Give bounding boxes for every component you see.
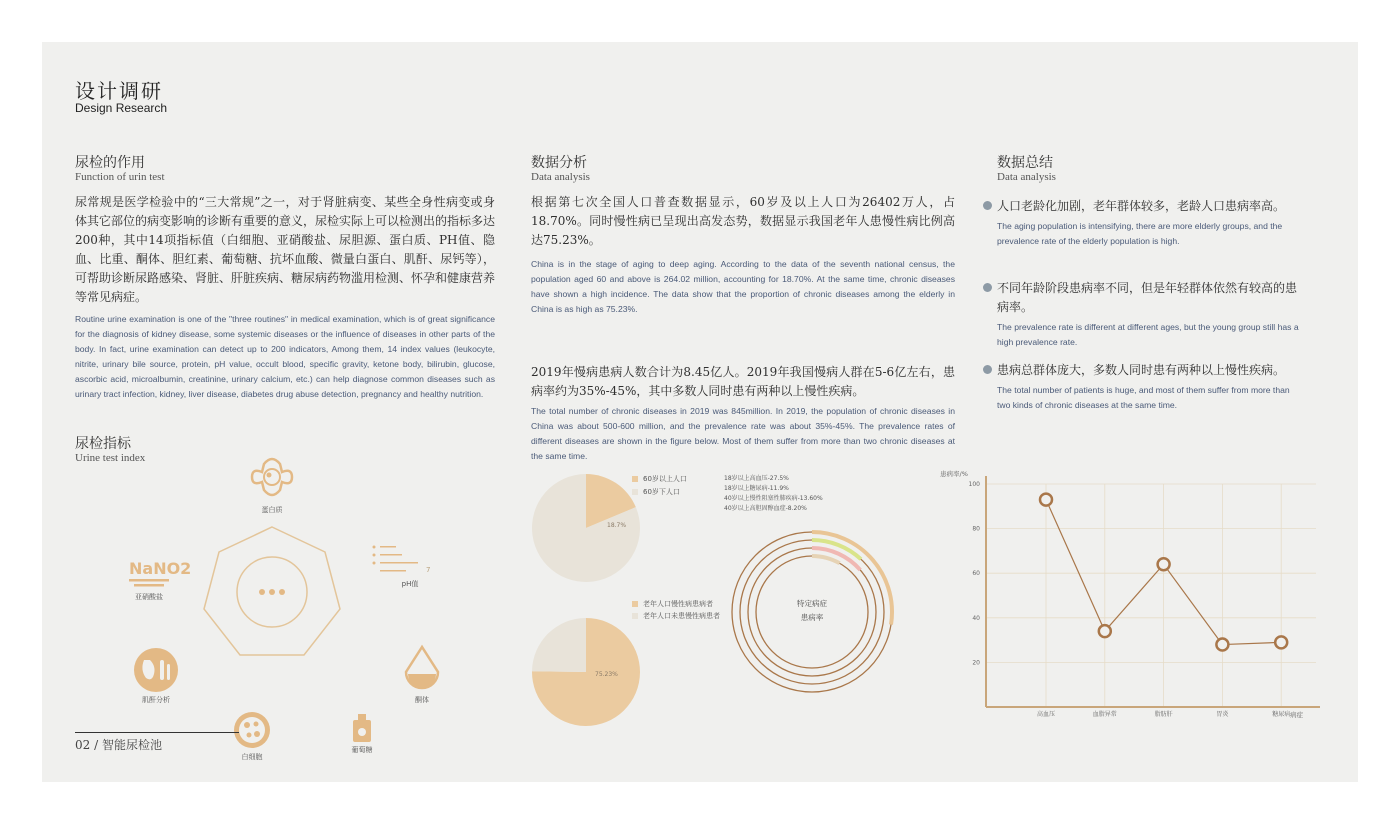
radial-arc-3 <box>812 556 840 563</box>
section-title-summary: 数据总结 <box>997 155 1053 171</box>
y-tick-label: 40 <box>972 614 980 622</box>
ph-label: pH值 <box>401 580 419 588</box>
project-name: 智能尿检池 <box>101 738 162 752</box>
bullet-icon <box>983 365 992 374</box>
section-title-index: 尿检指标 <box>75 436 131 452</box>
dot-icon <box>259 589 265 595</box>
line-point <box>1040 494 1052 506</box>
urine-index-diagram <box>122 452 442 761</box>
page-title: 设计调研 <box>75 79 163 103</box>
radial-center-label-2: 患病率 <box>800 613 824 622</box>
nano2-icon: NaNO2 <box>129 559 192 578</box>
section-subtitle-summary: Data analysis <box>997 171 1056 183</box>
summary-item-cn: 不同年龄阶段患病率不同，但是年轻群体依然有较高的患病率。 <box>997 281 1298 314</box>
y-tick-label: 60 <box>972 570 980 578</box>
y-tick-label: 100 <box>968 481 980 488</box>
pie1-legend-1: 60岁以上人口 <box>643 475 687 483</box>
glucose-label: 葡萄糖 <box>351 746 373 754</box>
section-subtitle-analysis: Data analysis <box>531 171 590 183</box>
ketone-label: 酮体 <box>415 696 429 704</box>
pie1-legend-2: 60岁下人口 <box>643 488 680 496</box>
legend-swatch <box>632 601 638 607</box>
summary-item-en: The total number of patients is huge, and most of them suffer from more than two kinds of chronic diseases at the same time. <box>997 385 1290 410</box>
footer-rule <box>75 732 239 733</box>
radial-chart-prevalence <box>720 522 890 692</box>
legend-swatch <box>632 476 638 482</box>
radial-arc-0 <box>812 532 892 625</box>
radial-legend-1: 18岁以上高血压-27.5% <box>724 475 789 482</box>
creatinine-icon <box>134 648 178 692</box>
x-tick-label: 高血压 <box>1036 711 1056 718</box>
x-tick-label: 血脂异常 <box>1092 711 1117 718</box>
pie-slice-1 <box>532 618 586 672</box>
x-axis-label: 病症 <box>1290 711 1303 719</box>
y-tick-label: 80 <box>972 525 980 533</box>
x-tick-label: 脂肪肝 <box>1154 711 1173 718</box>
summary-item <box>983 279 1305 350</box>
footer: 02 / 智能尿检池 <box>75 738 162 752</box>
page-number: 02 <box>75 738 91 752</box>
summary-item-en: The prevalence rate is different at different ages, but the young group still has a high prevalence rate. <box>997 322 1299 347</box>
radial-ring-3 <box>756 556 868 668</box>
analysis-paragraph1-cn: 根据第七次全国人口普查数据显示，60岁及以上人口为26402万人，占18.70%。同时慢性病已呈现出高发态势，数据显示我国老年人患慢性病比例高达75.23%。 <box>531 195 955 247</box>
glucose-icon <box>353 714 371 742</box>
summary-item-cn: 人口老龄化加剧，老年群体较多，老龄人口患病率高。 <box>997 199 1286 213</box>
x-tick-label: 胃炎 <box>1216 711 1229 718</box>
bullet-icon <box>983 201 992 210</box>
protein-icon <box>252 459 292 495</box>
document-page <box>42 42 1358 782</box>
leukocyte-label: 白细胞 <box>241 753 263 761</box>
line-point <box>1158 558 1170 570</box>
pie2-value-label: 75.23% <box>595 671 618 678</box>
section-title-function: 尿检的作用 <box>75 155 145 171</box>
line-point <box>1099 625 1111 637</box>
pie1-legend <box>632 474 687 497</box>
nitrite-label: 亚硝酸盐 <box>135 593 163 601</box>
radial-legend-3: 40岁以上慢性阻塞性肺疾病-13.60% <box>724 495 823 502</box>
creatinine-label: 肌酐分析 <box>142 696 170 704</box>
analysis-paragraph2-cn: 2019年慢病患病人数合计为8.45亿人。2019年我国慢病人群在5-6亿左右，患病率约为35%-45%，其中多数人同时患有两种以上慢性疾病。 <box>531 365 955 398</box>
summary-item <box>983 197 1305 249</box>
function-paragraph-en: Routine urine examination is one of the "three routines" in medical examination, which is of great significance for the diagnosis of kidney disease, some systemic diseases or the influence of diseases in other parts of the body. In fact, urine examination can detect up to 200 indicators, Among them, 14 index values (leukocyte, nitrite, urinary bile source, protein, pH value, occult blood, specific gravity, ketone body, bilirubin, glucose, ascorbic acid, microalbumin, creatinine, urinary calcium, etc.) can help diagnose common diseases such as urinary tract infection, kidney, liver disease, diabetes drug abuse detection, pregnancy and healthy nutrition. <box>75 314 495 399</box>
section-title-analysis: 数据分析 <box>531 155 587 171</box>
protein-label: 蛋白质 <box>261 506 283 514</box>
line-point <box>1216 639 1228 651</box>
summary-item <box>983 361 1305 413</box>
pie-chart-population <box>531 472 641 584</box>
summary-item-en: The aging population is intensifying, there are more elderly groups, and the prevalence rate of the elderly population is high. <box>997 221 1283 246</box>
function-paragraph-cn: 尿常规是医学检验中的“三大常规”之一，对于肾脏病变、某些全身性病变或身体其它部位的病变影响的诊断有重要的意义，尿检实际上可以检测出的指标多达200种，其中14项指标值（白细胞、亚硝酸盐、尿胆源、蛋白质、PH值、隐血、比重、酮体、胆红素、葡萄糖、抗坏血酸、微量白蛋白、肌酐、尿钙等），可帮助诊断尿路感染、肾脏、肝脏疾病、糖尿病药物滥用检测、怀孕和健康营养等常见病症。 <box>75 195 496 304</box>
ketone-drop-icon <box>406 647 438 688</box>
bullet-icon <box>983 283 992 292</box>
leukocyte-icon <box>234 712 270 748</box>
x-tick-label: 糖尿病 <box>1272 711 1291 718</box>
pie2-legend <box>632 599 720 621</box>
pie2-legend-2: 老年人口未患慢性病患者 <box>643 612 720 620</box>
page-subtitle: Design Research <box>75 101 168 115</box>
radial-legend-4: 40岁以上高胆固醇血症-8.20% <box>724 505 807 512</box>
line-point <box>1275 636 1287 648</box>
section-subtitle-function: Function of urin test <box>75 171 165 183</box>
section-subtitle-index: Urine test index <box>75 452 146 464</box>
analysis-paragraph1-en: China is in the stage of aging to deep aging. According to the data of the seventh national census, the population aged 60 and above is 264.02 million, accounting for 18.70%. At the same time, chronic diseases have shown a high incidence. The data show that the proportion of chronic diseases among the elderly in China is as high as 75.23%. <box>531 259 955 314</box>
legend-swatch <box>632 489 638 495</box>
pie1-value-label: 18.7% <box>607 522 627 529</box>
pie2-legend-1: 老年人口慢性病患病者 <box>643 600 713 608</box>
ph-value: 7 <box>426 566 431 574</box>
summary-item-cn: 患病总群体庞大，多数人同时患有两种以上慢性疾病。 <box>997 363 1286 377</box>
radial-center-label-1: 特定病症 <box>797 599 827 608</box>
y-axis-label: 患病率/% <box>940 470 968 478</box>
pie-chart-chronic <box>531 616 641 728</box>
radial-legend-2: 18岁以上糖尿病-11.9% <box>724 485 789 492</box>
line-chart-prevalence <box>900 462 1320 722</box>
radial-legend <box>724 474 823 514</box>
ph-icon <box>373 546 431 575</box>
analysis-paragraph2-en: The total number of chronic diseases in 2019 was 845million. In 2019, the population of chronic diseases in China was about 500-600 million, and the prevalence rate was about 35%-45%. The prevalence rates of different diseases are shown in the figure below. Most of them suffer from more than two chronic diseases at the same time. <box>531 406 955 461</box>
radial-ring-1 <box>740 540 884 684</box>
y-tick-label: 20 <box>972 659 980 667</box>
